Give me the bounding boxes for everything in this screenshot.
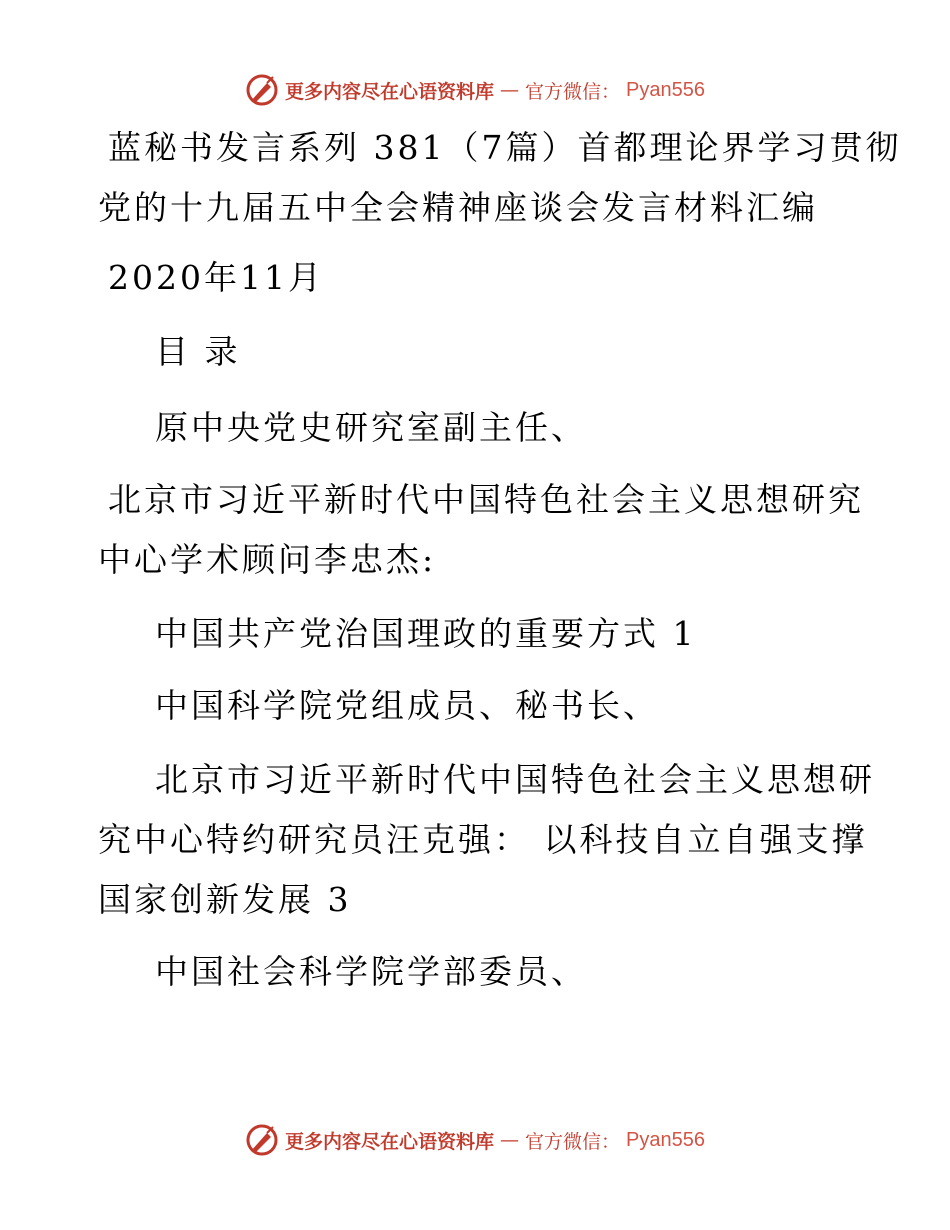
toc-entry: 中国科学院党组成员、秘书长、 — [155, 686, 659, 725]
title-line-2: 党的十九届五中全会精神座谈会发言材料汇编 — [98, 188, 818, 227]
toc-entry-link[interactable]: 国家创新发展 3 — [98, 880, 352, 919]
toc-entry: 北京市习近平新时代中国特色社会主义思想研究 — [108, 480, 864, 519]
watermark-header — [0, 70, 950, 110]
toc-entry: 中国社会科学院学部委员、 — [155, 952, 587, 991]
watermark-sub-text: 官方微信： — [525, 80, 621, 103]
toc-entry: 究中心特约研究员汪克强： 以科技自立自强支撑 — [98, 820, 868, 859]
watermark-separator: — — [500, 79, 520, 101]
watermark-main-text: 更多内容尽在心语资料库 — [285, 1130, 495, 1153]
toc-entry: 北京市习近平新时代中国特色社会主义思想研 — [155, 760, 875, 799]
document-date: 2020年11月 — [108, 258, 324, 297]
pen-logo-icon — [245, 73, 279, 107]
watermark-separator: — — [500, 1129, 520, 1151]
watermark-main-text: 更多内容尽在心语资料库 — [285, 80, 495, 103]
watermark-wechat-id: Pyan556 — [626, 78, 705, 101]
pen-logo-icon — [245, 1123, 279, 1157]
toc-entry-link[interactable]: 中国共产党治国理政的重要方式 1 — [155, 614, 697, 653]
title-line-1: 蓝秘书发言系列 381（7篇）首都理论界学习贯彻 — [108, 128, 902, 167]
watermark-wechat-id: Pyan556 — [626, 1128, 705, 1151]
toc-entry: 原中央党史研究室副主任、 — [155, 408, 587, 447]
toc-heading: 目 录 — [155, 332, 241, 371]
watermark-footer — [0, 1120, 950, 1160]
watermark-sub-text: 官方微信： — [525, 1130, 621, 1153]
toc-entry: 中心学术顾问李忠杰: — [98, 540, 437, 579]
